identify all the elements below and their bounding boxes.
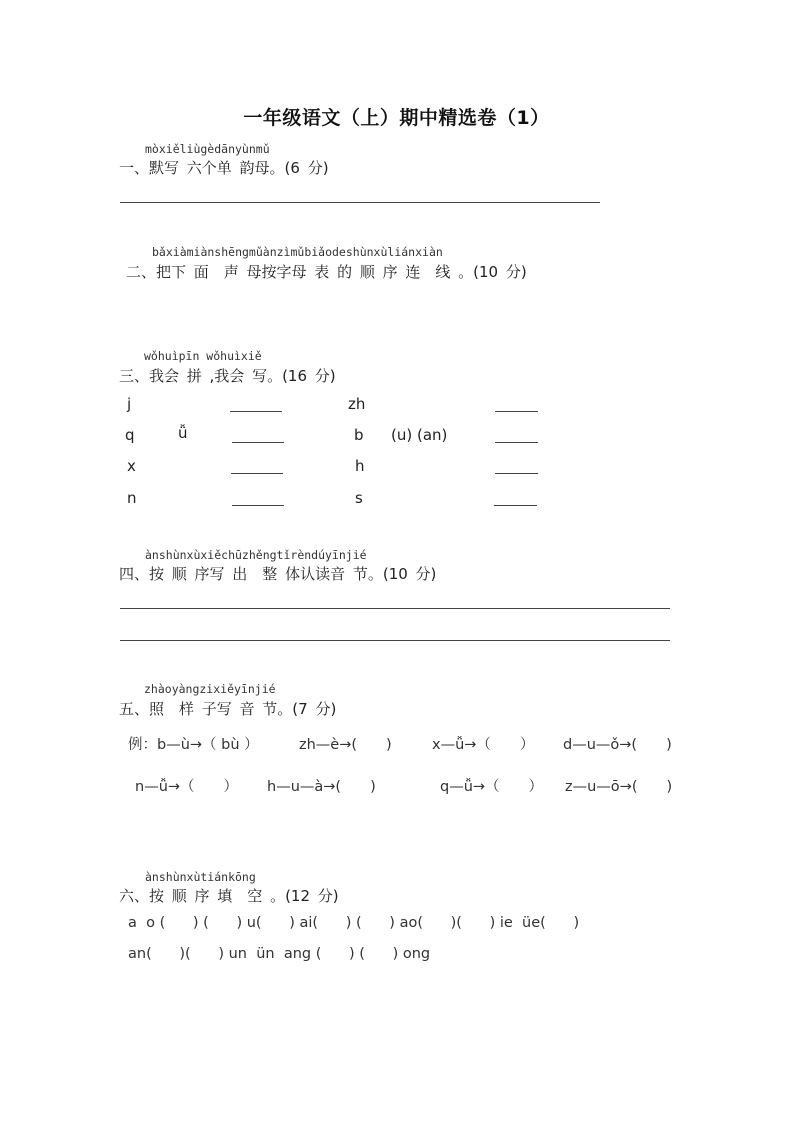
left-initial-3: x <box>127 457 136 475</box>
page-title: 一年级语文（上）期中精选卷（1） <box>243 107 550 129</box>
fill-row-1[interactable]: a o ( ) ( ) u( ) ai( ) ( ) ao( )( ) ie üe( ) <box>128 915 580 931</box>
section-3-pinyin: wǒhuìpīn wǒhuìxiě <box>144 349 262 363</box>
syllable-item-d-u-o[interactable]: d—u—ǒ→( ) <box>563 737 672 753</box>
section-2-pinyin: bǎxiàmiànshēngmǔànzìmǔbiǎodeshùnxùliánxiàn <box>152 245 443 259</box>
right-blank-2[interactable] <box>495 442 538 443</box>
right-blank-4[interactable] <box>494 505 537 506</box>
syllable-item-z-u-o[interactable]: z—u—ō→( ) <box>565 779 673 795</box>
section-4-answer-line-2[interactable] <box>120 640 670 641</box>
section-1-pinyin: mòxiěliùgèdānyùnmǔ <box>145 142 270 156</box>
left-blank-1[interactable] <box>230 411 282 412</box>
syllable-item-x-u[interactable]: x—ǚ→（ ） <box>432 737 535 753</box>
section-4-pinyin: ànshùnxùxiěchūzhěngtǐrèndúyīnjié <box>145 548 367 562</box>
section-2-heading: 二、把下 面 声 母按字母 表 的 顺 序 连 线 。(10 分) <box>126 263 527 281</box>
left-initial-1: j <box>127 395 132 413</box>
left-blank-4[interactable] <box>232 505 284 506</box>
right-blank-3[interactable] <box>495 473 538 474</box>
right-blank-1[interactable] <box>495 411 538 412</box>
section-6-heading: 六、按 顺 序 填 空 。(12 分) <box>119 887 339 905</box>
example-item: 例：b—ù→（ bù ） <box>128 737 259 753</box>
section-5-heading: 五、照 样 子写 音 节。(7 分) <box>119 700 337 718</box>
left-blank-3[interactable] <box>231 473 283 474</box>
right-initial-1: zh <box>348 395 366 413</box>
right-initial-4: s <box>355 489 363 507</box>
section-6-pinyin: ànshùnxùtiánkōng <box>145 870 256 884</box>
left-initial-4: n <box>127 489 137 507</box>
fill-row-2[interactable]: an( )( ) un ün ang ( ) ( ) ong <box>128 946 431 962</box>
right-final-2: (u) (an) <box>391 426 448 444</box>
right-initial-3: h <box>355 457 365 475</box>
section-3-heading: 三、我会 拼 ,我会 写。(16 分) <box>119 367 336 385</box>
left-initial-2: q <box>125 426 135 444</box>
section-1-heading: 一、默写 六个单 韵母。(6 分) <box>119 159 329 177</box>
syllable-item-q-u[interactable]: q—ǚ→（ ） <box>440 779 544 795</box>
syllable-item-n-u[interactable]: n—ǚ→（ ） <box>135 779 239 795</box>
left-blank-2[interactable] <box>232 442 284 443</box>
syllable-item-h-u-a[interactable]: h—u—à→( ) <box>267 779 376 795</box>
section-1-answer-line[interactable] <box>120 202 600 203</box>
section-4-answer-line-1[interactable] <box>120 608 670 609</box>
section-5-pinyin: zhàoyàngzixiěyīnjié <box>144 682 276 696</box>
right-initial-2: b <box>354 426 364 444</box>
left-final-2: ǚ <box>178 424 188 442</box>
syllable-item-zh-e[interactable]: zh—è→( ) <box>299 737 392 753</box>
section-4-heading: 四、按 顺 序写 出 整 体认读音 节。(10 分) <box>119 565 437 583</box>
